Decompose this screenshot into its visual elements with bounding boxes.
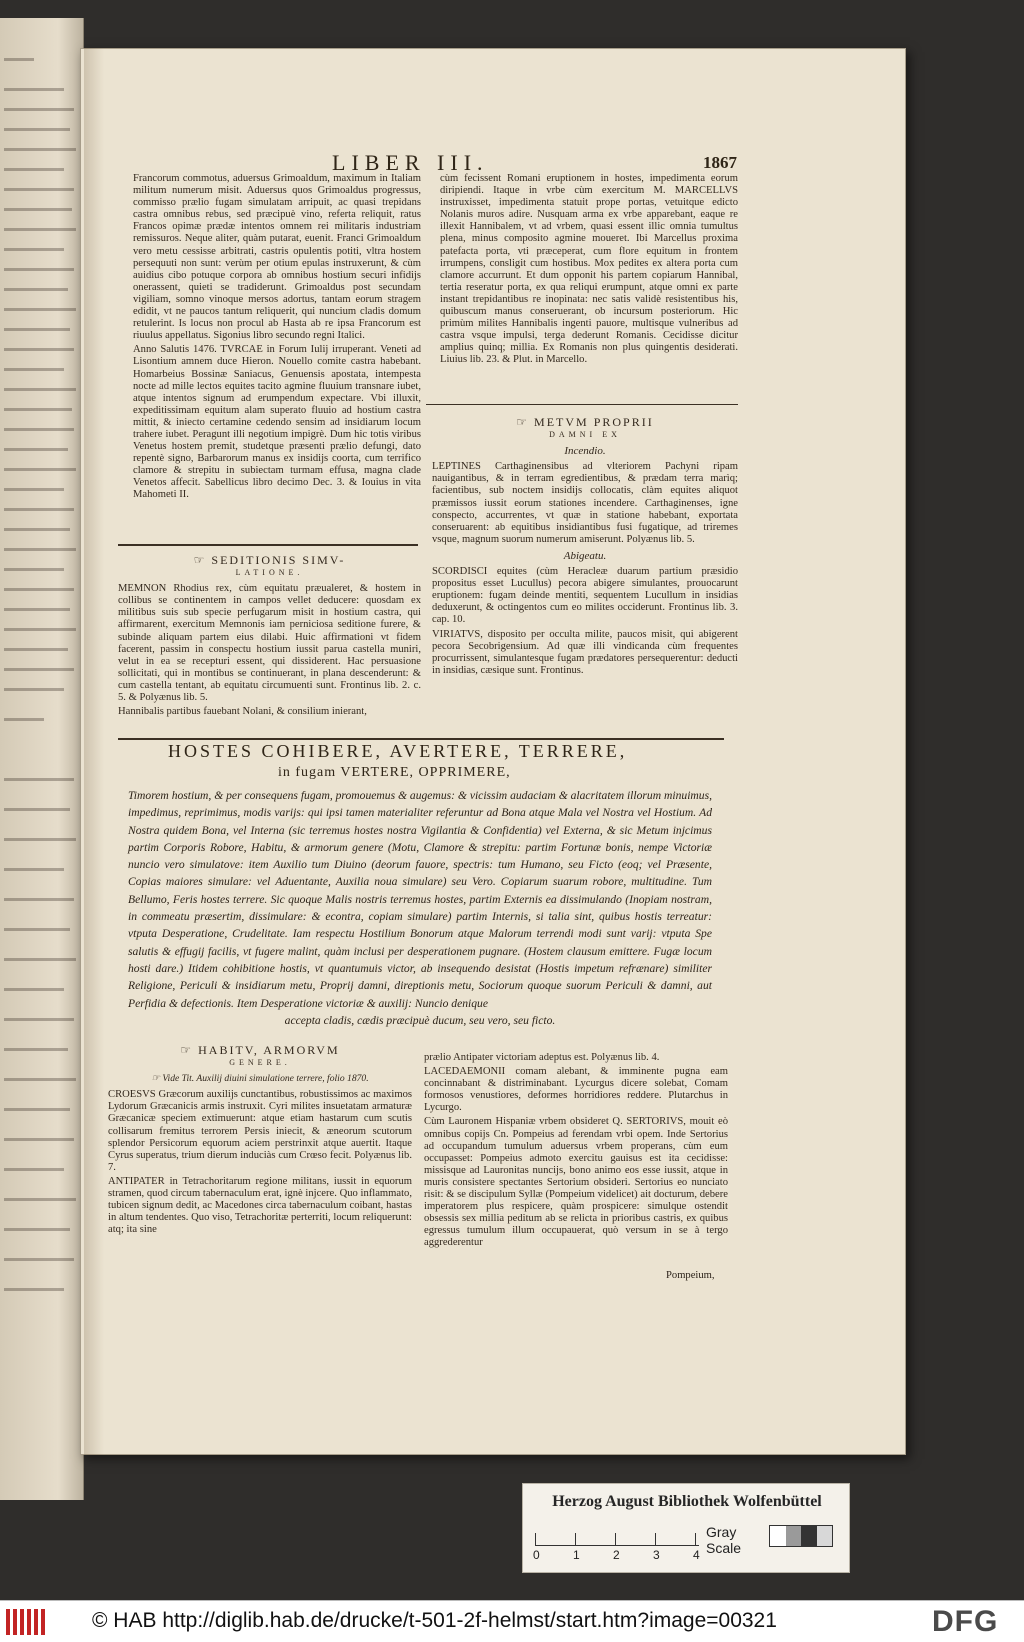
paragraph-croesus: CROESVS Græcorum auxilijs cunctantibus, robustissimos ac maximos Lydorum Græcanicis armis instruxit. Cyri milites insuetatam armaturæ Græcanicæ speciem extimuerunt: atque etiam hastarum cum scutis collisarum fremitus terrorem Persis iniecit, & æneorum scutorum splendor Persicorum equorum aciem perstrinxit atque auertit. Itaque Cyrus superatus, trium dierum induciàs cum Crœso fecit. Polyænus lib. 7. [108,1089,412,1173]
column-rule [118,544,418,546]
pointing-hand-icon: ☞ [516,415,530,429]
paragraph-hannibalis: Hannibalis partibus fauebant Nolani, & consilium inierant, [118,706,367,718]
section-subtitle: in fugam VERTERE, OPPRIMERE, [278,765,511,780]
column-rule-right [426,404,738,405]
gray-scale-swatches [769,1525,833,1547]
swatch [801,1526,817,1546]
cross-reference-note: ☞ Vide Tit. Auxilij diuini simulatione terrere, folio 1870. [151,1073,369,1085]
ruler-number: 0 [533,1548,540,1562]
reference-hand-icon: ☞ [151,1073,160,1085]
left-column-seditionis [118,550,421,720]
gutter-shadow [84,48,104,1455]
heading-seditionis: ☞ SEDITIONIS SIMV- [193,553,346,567]
intro-tail: accepta cladis, cædis præcipuè ducum, seu vero, seu ficto. [284,1013,556,1027]
heading-habitu-sub: GENERE. [229,1058,291,1068]
heading-habitu: ☞ HABITV, ARMORVM [180,1043,340,1057]
ruler-number: 4 [693,1548,700,1562]
facing-page-edge [0,18,84,1500]
hab-logo-icon [6,1609,46,1635]
ruler-number: 1 [573,1548,580,1562]
section-title: HOSTES COHIBERE, AVERTERE, TERRERE, [168,741,628,761]
swatch [786,1526,802,1546]
dfg-logo: DFG [932,1605,999,1638]
pointing-hand-icon: ☞ [180,1043,194,1057]
subheading-incendio: Incendio. [564,445,606,458]
footer-source-link[interactable]: © HAB http://diglib.hab.de/drucke/t-501-2f-helmst/start.htm?image=00321 [92,1609,777,1632]
library-stamp [522,1483,850,1573]
heading-metum: ☞ METVM PROPRII [516,415,654,429]
paragraph-leptines: LEPTINES Carthaginensibus ad vlteriorem Pachyni ripam nauigantibus, & in terram egredientibus, & prædam terra marìq; facientibus, sub noctem insidijs collocatis, clàm equites aliquot præmissos iussit eorum stationes incendere. Carthaginenses, igne conspecto, accurrentes, vt quæ in statione habebant, exportata conseruarent: ab equitibus insidiantibus fusi fugatique, ad triremes vsque, magnum suorum numerum amiserunt. Polyænus lib. 5. [432,461,738,545]
pointing-hand-icon: ☞ [193,553,207,567]
left-column-habitu [108,1040,412,1238]
ruler-number: 2 [613,1548,620,1562]
paragraph-memnon: MEMNON Rhodius rex, cùm equitatu præualeret, & hostem in collibus se continentem in campos vellet deducere: quosdam ex militibus suis sub specie perfugarum misit in hostium castra, qui affirmarent, exercitum Memnonis iam perniciosa seditione furere, & subinde aliquam partem eius dilabi. Huic affirmationi vt fidem facerent, passim in conspectu hostium iussit parua castella muniri, velut in ea se recepturi essent, qui dissiderent. Hac persuasione sollicitati, qui in montibus se continuerant, in plana descenderunt: & cum castella tentant, ab equitatu circumuenti sunt. Frontinus lib. 2. c. 5. & Polyænus lib. 5. [118,583,421,704]
paragraph-lacedaemonii: LACEDAEMONII comam alebant, & imminente pugna eam concinnabant & distriminabant. Lycurgus dicere solebat, Comam formosos venustiores, deformes horridiores reddere. Plutarchus in Lycurgo. [424,1066,728,1114]
swatch [817,1526,833,1546]
footer-bar [0,1600,1024,1642]
left-column-top [133,173,421,504]
catch-word: Pompeium, [666,1270,715,1281]
paragraph-grimoaldus: Francorum commotus, aduersus Grimoaldum, maximum in Italiam militum numerum misit. Aduersus quos Grimoaldus progressus, commisso prælio fugam simulatam arripuit, ac quasi trepidans castra omnibus rebus, sed præcipuè vino, referta reliquit, ratus Francos opimæ prædæ intentos omnem rei militaris industriam remissuros. Neque aliter, quàm putarat, euenit. Franci Grimoaldum vero metu cessisse arbitrati, castris opulentis potiti, vltra hostem persequuti non sunt: verùm per otium epulas instruxerunt, & cùm auidius cibo potuque corpora ab omnibus hostium securi infidijs onerassent, quieti se tradiderunt. Grimoaldus post secundam vigiliam, somno vinoque mersos adortus, tantam eorum stragem edidit, vt ne paucos tantum reliquerit, qui nuncium cladis domum retulerint. Is locus non procul ab Hasta ab re ipsa Francorum est riuulus appellatus. Sigonius libro secundo regni Italici. [133,173,421,342]
ruler-number: 3 [653,1548,660,1562]
scale-ruler [535,1528,699,1546]
library-name: Herzog August Bibliothek Wolfenbüttel [552,1493,822,1510]
paragraph-marcellus: cùm fecissent Romani eruptionem in hostes, impedimenta eorum diripiendi. Itaque in vrbe cùm exercitum M. MARCELLVS instruxisset, impedimenta statuit prope portas, vetuitque edicto Nolanis muros adire. Nusquam arma ex vrbe apparebant, eaque re illexit Hannibalem, vt ad vrbem, quasi essent illic omnia tumultus plena, minus composito agmine moueret. Ibi Marcellus proxima patefacta porta, vti præceperat, cum flore equitum in frontem irrumpens, consligit cum hostibus. Mox pedites ex altera porta cum clamore accurrunt. Et dum opponit his partem copiarum Hannibal, tertia reseratur porta, ex qua reliqui erumpunt, atque omni ex parte instant trepidantibus re inopinata: nec satis validè resistentibus his, quibuscum manus conseruerant, ob incursum posteriorum. Hic primùm milites Hannibalis ingenti pauore, multisque vulneribus ad castra vsque impulsi, terga dederunt Romanis. Cecidisse dicitur amplius quinq; millia. Ex Romanis non plus quingentis desiderati. Liuius lib. 23. & Plut. in Marcello. [440,173,738,366]
running-title: LIBER III. [332,150,489,175]
paragraph-viriatus: VIRIATVS, disposito per occulta milite, paucos misit, qui abigerent pecora Secobrigensium. Ad quæ illi vindicanda cùm frequentes procurrissent, simulantesque fugam prædatores persequerentur: deducti in insidias, cæsique sunt. Frontinus. [432,628,738,676]
swatch [770,1526,786,1546]
paragraph-antipater-cont: prælio Antipater victoriam adeptus est. Polyænus lib. 4. [424,1052,660,1063]
paragraph-turcae: Anno Salutis 1476. TVRCAE in Forum Iulij irruperant. Veneti ad Lisontium amnem duce Hieron. Nouello comite castra habebant. Homarbeius Bossinæ Saniacus, Genuensis apostata, intempesta nocte ad mille lectos equites tacito agmine fluuium transnare iubet, atque intentos signum ad erumpendum expectare. Vbi illuxit, expeditissimam equitum alam superato fluuio ad hostium castra mittit, & iniecto certamine cedendo sensim ad insidiarum locum trahere iubet. Peragunt illi negotium impigrè. Dum hic totis viribus Venetus hostem premit, studetque præsenti prælio defungi, dato repentè signo, Barbarorum manus ex insidijs coorta, cum terrifico clamore & strepitu in subiectam turmam effusa, magna clade Venetos affecit. Sabellicus libro decimo Dec. 3. & Iouius in vita Mahometi II. [133,344,421,501]
paragraph-sertorius: Cùm Lauronem Hispaniæ vrbem obsideret Q. SERTORIVS, mouit eò omnibus copijs Cn. Pompeius ad ferendam vrbi opem. Inde Sertorius ad occupandum tumulum aduersus vrbem properans, cùm eum occupasset: Pompeius admoto exercitu gauisus est ita cecidisse: missisque ad Lauronitas nuncijs, bono animo eos esse iussit, atque in muris consistere spectantes Sertorium obsideri. Sertorius eo nunciato risit: & se discipulum Syllæ (Pompeium videlicet) ait docturum, debere imperatorem plus respicere, quàm prospicere: simulque ostendit obsessis sex millia peditum ab se relicta in prioribus castris, ex quibus egressus tumulum illum occupauerat, quò versum in se à tergo aggrederentur [424,1116,728,1249]
page-number: 1867 [703,153,737,172]
heading-seditionis-cont: LATIONE. [235,568,304,578]
section-intro [128,787,712,1029]
gray-scale-label: Gray Scale [706,1524,742,1556]
right-column-metum [432,412,738,679]
paragraph-scordisci: SCORDISCI equites (cùm Heracleæ duarum partium præsidio propositus esset Lucullus) pecora abigere simulantes, prouocarunt eruptionem: fugam deinde mentiti, sequentem Lucullum in insidias deduxerunt, & octingentos cum eo milites occiderunt. Frontinus lib. 3. cap. 10. [432,566,738,626]
intro-text: Timorem hostium, & per consequens fugam, promouemus & augemus: & vicissim audaciam & alacritatem illorum minuimus, impedimus, reprimimus, modis varijs: qui ipsi tamen materialiter referuntur ad Bona atque Mala vel Nostra vel Hostium. Ad Nostra quidem Bona, vel Interna (sic terremus hostes nostra Vigilantia & Confidentia) vel Externa, & sic Metum injcimus partim Corporis Robore, Habitu, & armorum genere (Motu, Clamore & strepitu: partim Fortunæ bonis, nempe Victoriæ nuncio vero simulatove: item Auxilio tum Diuino (deorum fauore, spectris: tum Humano, seu Ficto (eoq; vel Præsente, Copias maiores simulare: vel Aduentante, Auxilia noua simulare) seu Vero. Copiarum suarum robore, multitudine. Tum Bellumo, Feris hostes terrere. Sic quoque Malis nostris terremus hostes, partim Externis ea dissimulando (Inopiam nostram, in commeatu præsertim, dissimulare: & econtra, copiam simulare) partim Internis, si talia sint, quibus hostis terreatur: vtputa Desperatione, Crudelitate. Iam respectu Hostilium Bonorum atque Malorum terrendi modi sunt varij: vtputa Spe salutis & effugij facilis, vt fugere malint, quàm inclusi per desperationem pugnare. (Hostem clausum emittere. Fugæ locum hosti dare.) Itidem cohibitione hostis, vt quantumuis victor, ab insequendo desistat (Hostis impetum refrænare) similiter Religione, Periculi & insidiarum metu, Proprij damni, direptionis metu, Sociorum quoque suorum Periculi & damni, aut Perfidia & defectionis. Item Desperatione victoriæ & auxilij: Nuncio denique [128,789,712,1010]
section-rule [118,738,724,740]
heading-metum-sub: DAMNI EX [549,430,621,440]
subheading-abigeatu: Abigeatu. [563,549,607,562]
right-column-habitu [424,1052,728,1252]
right-column-top [440,173,738,369]
paragraph-antipater: ANTIPATER in Tetrachoritarum regione militans, iussit in equorum stramen, quod circum tabernaculum erat, ignè injcere. Quo inflammato, tubicen signum dedit, ac Macedones circa tabernaculum coibant, hastas in altum tendentes. Quo viso, Tetrachoritæ perterriti, locum reliquerunt: atq; ita sine [108,1175,412,1236]
